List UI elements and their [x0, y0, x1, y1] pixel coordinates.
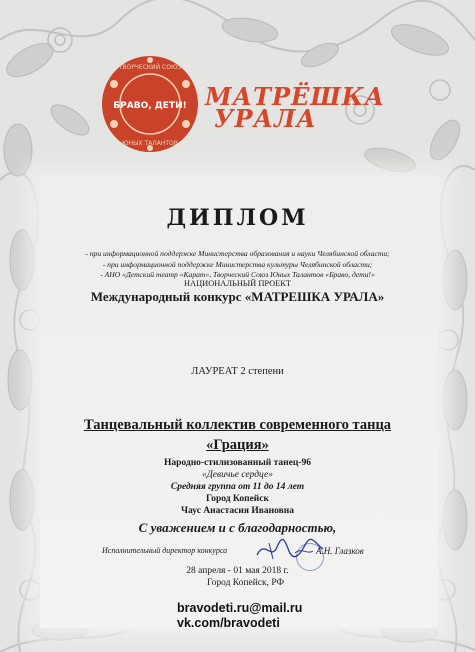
logo-ring-top: ТВОРЧЕСКИЙ СОЮЗ — [118, 64, 182, 71]
detail-piece: «Девичье сердце» — [201, 470, 274, 480]
laureate-degree: ЛАУРЕАТ 2 степени — [191, 366, 284, 377]
contact-vk-link[interactable]: vk.com/bravodeti — [177, 616, 280, 630]
signature-icon — [255, 535, 325, 563]
support-line-1: - при информационной поддержке Министерства образования и науки Челябинской области; — [85, 249, 390, 258]
document-title: ДИПЛОМ — [166, 205, 309, 231]
bravo-deti-logo — [100, 54, 200, 154]
regards-text: С уважением и с благодарностью, — [138, 520, 337, 535]
logo-center-text: БРАВО, ДЕТИ! — [113, 101, 187, 111]
detail-leader: Чаус Анастасия Ивановна — [181, 506, 294, 516]
director-name: А.Н. Глазков — [316, 546, 364, 556]
director-label: Исполнительный директор конкурса — [102, 546, 228, 555]
contest-name: Международный конкурс «МАТРЕШКА УРАЛА» — [90, 289, 385, 304]
contest-brand-line2: УРАЛА — [214, 104, 317, 133]
detail-city: Город Копейск — [206, 494, 269, 504]
support-line-2: - при информационной поддержке Министерства культуры Челябинской области; — [102, 260, 373, 269]
contest-brand-line1: МАТРЁШКА — [205, 82, 386, 111]
team-title: Танцевальный коллектив современного танца — [83, 417, 392, 433]
detail-category: Народно-стилизованный танец-96 — [164, 458, 311, 468]
detail-age-group: Средняя группа от 11 до 14 лет — [170, 482, 305, 492]
contest-city: Город Копейск, РФ — [206, 578, 285, 588]
logo-ring-bottom: ЮНЫХ ТАЛАНТОВ — [122, 140, 178, 147]
contact-email[interactable]: bravodeti.ru@mail.ru — [177, 601, 303, 615]
support-line-3: - АНО «Детский театр «Карат», Творческий Союз Юных Талантов «Браво, дети!» — [100, 270, 375, 279]
national-project-label: НАЦИОНАЛЬНЫЙ ПРОЕКТ — [184, 279, 291, 288]
contest-dates: 28 апреля - 01 мая 2018 г. — [186, 566, 289, 576]
team-name: «Грация» — [206, 437, 269, 453]
content-panel — [40, 180, 438, 628]
